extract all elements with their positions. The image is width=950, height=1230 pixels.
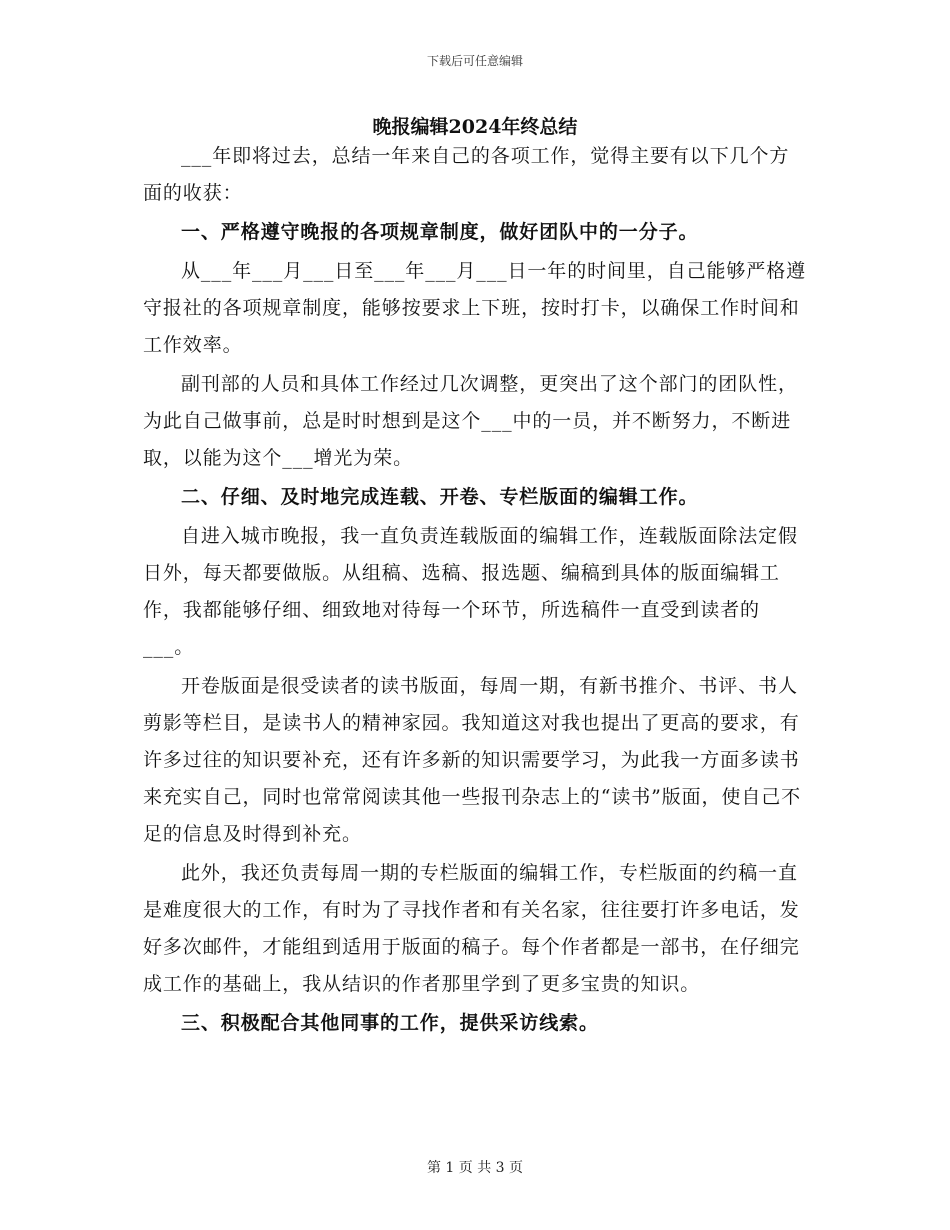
paragraph: 从___年___月___日至___年___月___日一年的时间里，自己能够严格遵守报社的各项规章制度，能够按要求上下班，按时打卡，以确保工作时间和工作效率。 (143, 260, 807, 356)
section-heading-3: 三、积极配合其他同事的工作，提供采访线索。 (181, 1012, 599, 1034)
document-body (143, 112, 807, 1044)
paragraph: 此外，我还负责每周一期的专栏版面的编辑工作，专栏版面的约稿一直是难度很大的工作，有时为了寻找作者和有关名家，往往要打许多电话，发好多次邮件，才能组到适用于版面的稿子。每个作者都是一部书，在仔细完成工作的基础上，我从结识的作者那里学到了更多宝贵的知识。 (143, 862, 800, 995)
paragraph: 副刊部的人员和具体工作经过几次调整，更突出了这个部门的团队性，为此自己做事前，总是时时想到是这个___中的一员，并不断努力，不断进取，以能为这个___增光为荣。 (143, 373, 798, 469)
section-heading-2: 二、仔细、及时地完成连载、开卷、专栏版面的编辑工作。 (181, 486, 699, 508)
page-footer: 第 1 页 共 3 页 (426, 1160, 524, 1176)
section-heading-1: 一、严格遵守晚报的各项规章制度，做好团队中的一分子。 (181, 221, 699, 243)
paragraph: 开卷版面是很受读者的读书版面，每周一期，有新书推介、书评、书人剪影等栏目，是读书人的精神家园。我知道这对我也提出了更高的要求，有许多过往的知识要补充，还有许多新的知识需要学习，为此我一方面多读书来充实自己，同时也常常阅读其他一些报刊杂志上的“读书”版面，使自己不足的信息及时得到补充。 (143, 675, 802, 845)
paragraph: 自进入城市晚报，我一直负责连载版面的编辑工作，连载版面除法定假日外，每天都要做版。从组稿、选稿、报选题、编稿到具体的版面编辑工作，我都能够仔细、细致地对待每一个环节，所选稿件一直受到读者的___。 (143, 525, 798, 658)
page-header: 下载后可任意编辑 (426, 54, 523, 68)
document-title: 晚报编辑2024年终总结 (372, 116, 578, 138)
paragraph-intro: ___年即将过去，总结一年来自己的各项工作，觉得主要有以下几个方面的收获： (143, 145, 790, 204)
